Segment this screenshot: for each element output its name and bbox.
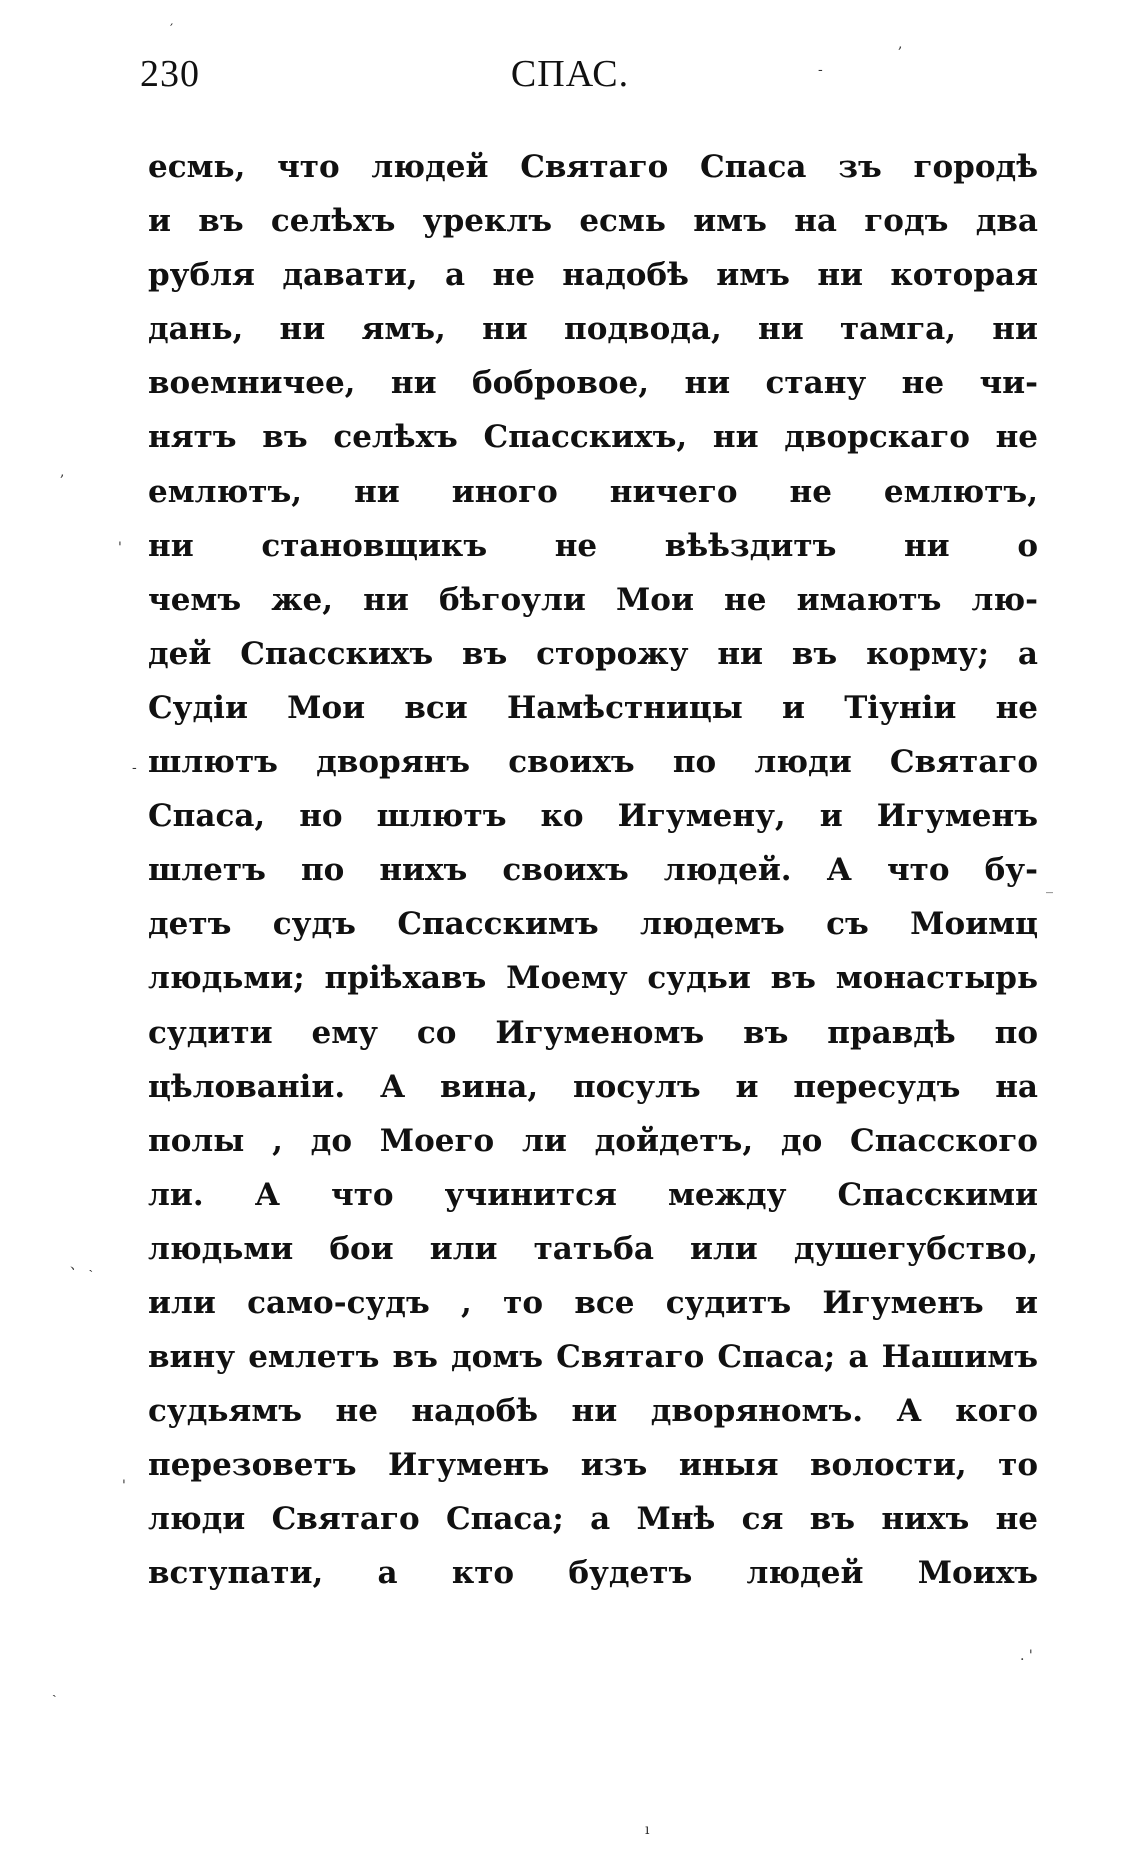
text-line: или само-судъ , то все судитъ Игуменъ и xyxy=(148,1284,1038,1321)
text-line: людьми бои или татьба или душегубство, xyxy=(148,1230,1038,1267)
text-line: людьми; прiѣхавъ Моему судьи въ монастырь xyxy=(148,960,1038,997)
text-line: и въ селѣхъ урeклъ есмь имъ на годъ два xyxy=(148,203,1038,240)
paper-speck: ' xyxy=(122,1478,126,1494)
paper-speck: ′ xyxy=(170,22,174,38)
text-line: ли. А что учинится между Спасскими xyxy=(148,1176,1038,1213)
text-line: дань, ни ямъ, ни подвода, ни тамга, ни xyxy=(148,311,1038,348)
text-line: шлетъ по нихъ своихъ людей. А что бу- xyxy=(148,852,1038,889)
text-line: цѣлованiи. А вина, посулъ и пересудъ на xyxy=(148,1068,1038,1105)
paper-speck: - xyxy=(132,760,137,776)
paper-speck: - xyxy=(818,62,823,78)
text-line: Судiи Мои вси Намѣстницы и Тiунiи не xyxy=(148,689,1038,726)
text-line: детъ судъ Спасскимъ людемъ съ Моимц xyxy=(148,906,1038,943)
text-line: люди Святаго Спаса; а Мнѣ ся въ нихъ не xyxy=(148,1501,1038,1538)
running-title: СПАС. xyxy=(510,53,630,95)
text-line: перезоветъ Игуменъ изъ иныя волости, то xyxy=(148,1447,1038,1484)
paper-speck: _ xyxy=(1046,878,1053,894)
body-text xyxy=(148,140,1038,1601)
paper-speck: , xyxy=(60,464,65,480)
paper-speck: , xyxy=(898,36,903,52)
text-line: вину емлетъ въ домъ Святаго Спаса; а Нашимъ xyxy=(148,1339,1038,1376)
text-line: полы , до Моего ли дойдетъ, до Спасского xyxy=(148,1122,1038,1159)
paper-speck: ˎ xyxy=(52,1682,57,1698)
text-line: емлютъ, ни иного ничего не емлютъ, xyxy=(148,473,1038,510)
text-line: вступати, а кто будетъ людей Моихъ xyxy=(148,1555,1038,1592)
text-line: есмь, что людей Святаго Спаса зъ городѣ xyxy=(148,149,1038,185)
text-line: шлютъ дворянъ своихъ по люди Святаго xyxy=(148,744,1038,781)
paper-speck: . ' xyxy=(1020,1648,1033,1664)
text-line: Спаса, но шлютъ ко Игумену, и Игуменъ xyxy=(148,798,1038,835)
paper-speck: ı xyxy=(645,1822,650,1838)
text-line: ни становщикъ не вѣѣздитъ ни о xyxy=(148,527,1038,564)
paper-speck: 、 ˎ xyxy=(70,1257,94,1273)
text-line: дей Спасскихъ въ сторожу ни въ корму; а xyxy=(148,635,1038,672)
text-line: воемничее, ни бобровое, ни стану не чи- xyxy=(148,365,1038,402)
text-line: рубля давати, а не надобѣ имъ ни которая xyxy=(148,257,1038,294)
page-number: 230 xyxy=(140,53,200,95)
text-line: судити ему со Игуменомъ въ правдѣ по xyxy=(148,1014,1038,1051)
paper-speck: ' xyxy=(118,540,122,556)
page-header xyxy=(0,52,1140,112)
text-line: чемъ же, ни бѣгоули Мои не имаютъ лю- xyxy=(148,581,1038,618)
text-line: нятъ въ селѣхъ Спасскихъ, ни дворскаго не xyxy=(148,419,1038,456)
text-line: судьямъ не надобѣ ни дворяномъ. А кого xyxy=(148,1393,1038,1430)
